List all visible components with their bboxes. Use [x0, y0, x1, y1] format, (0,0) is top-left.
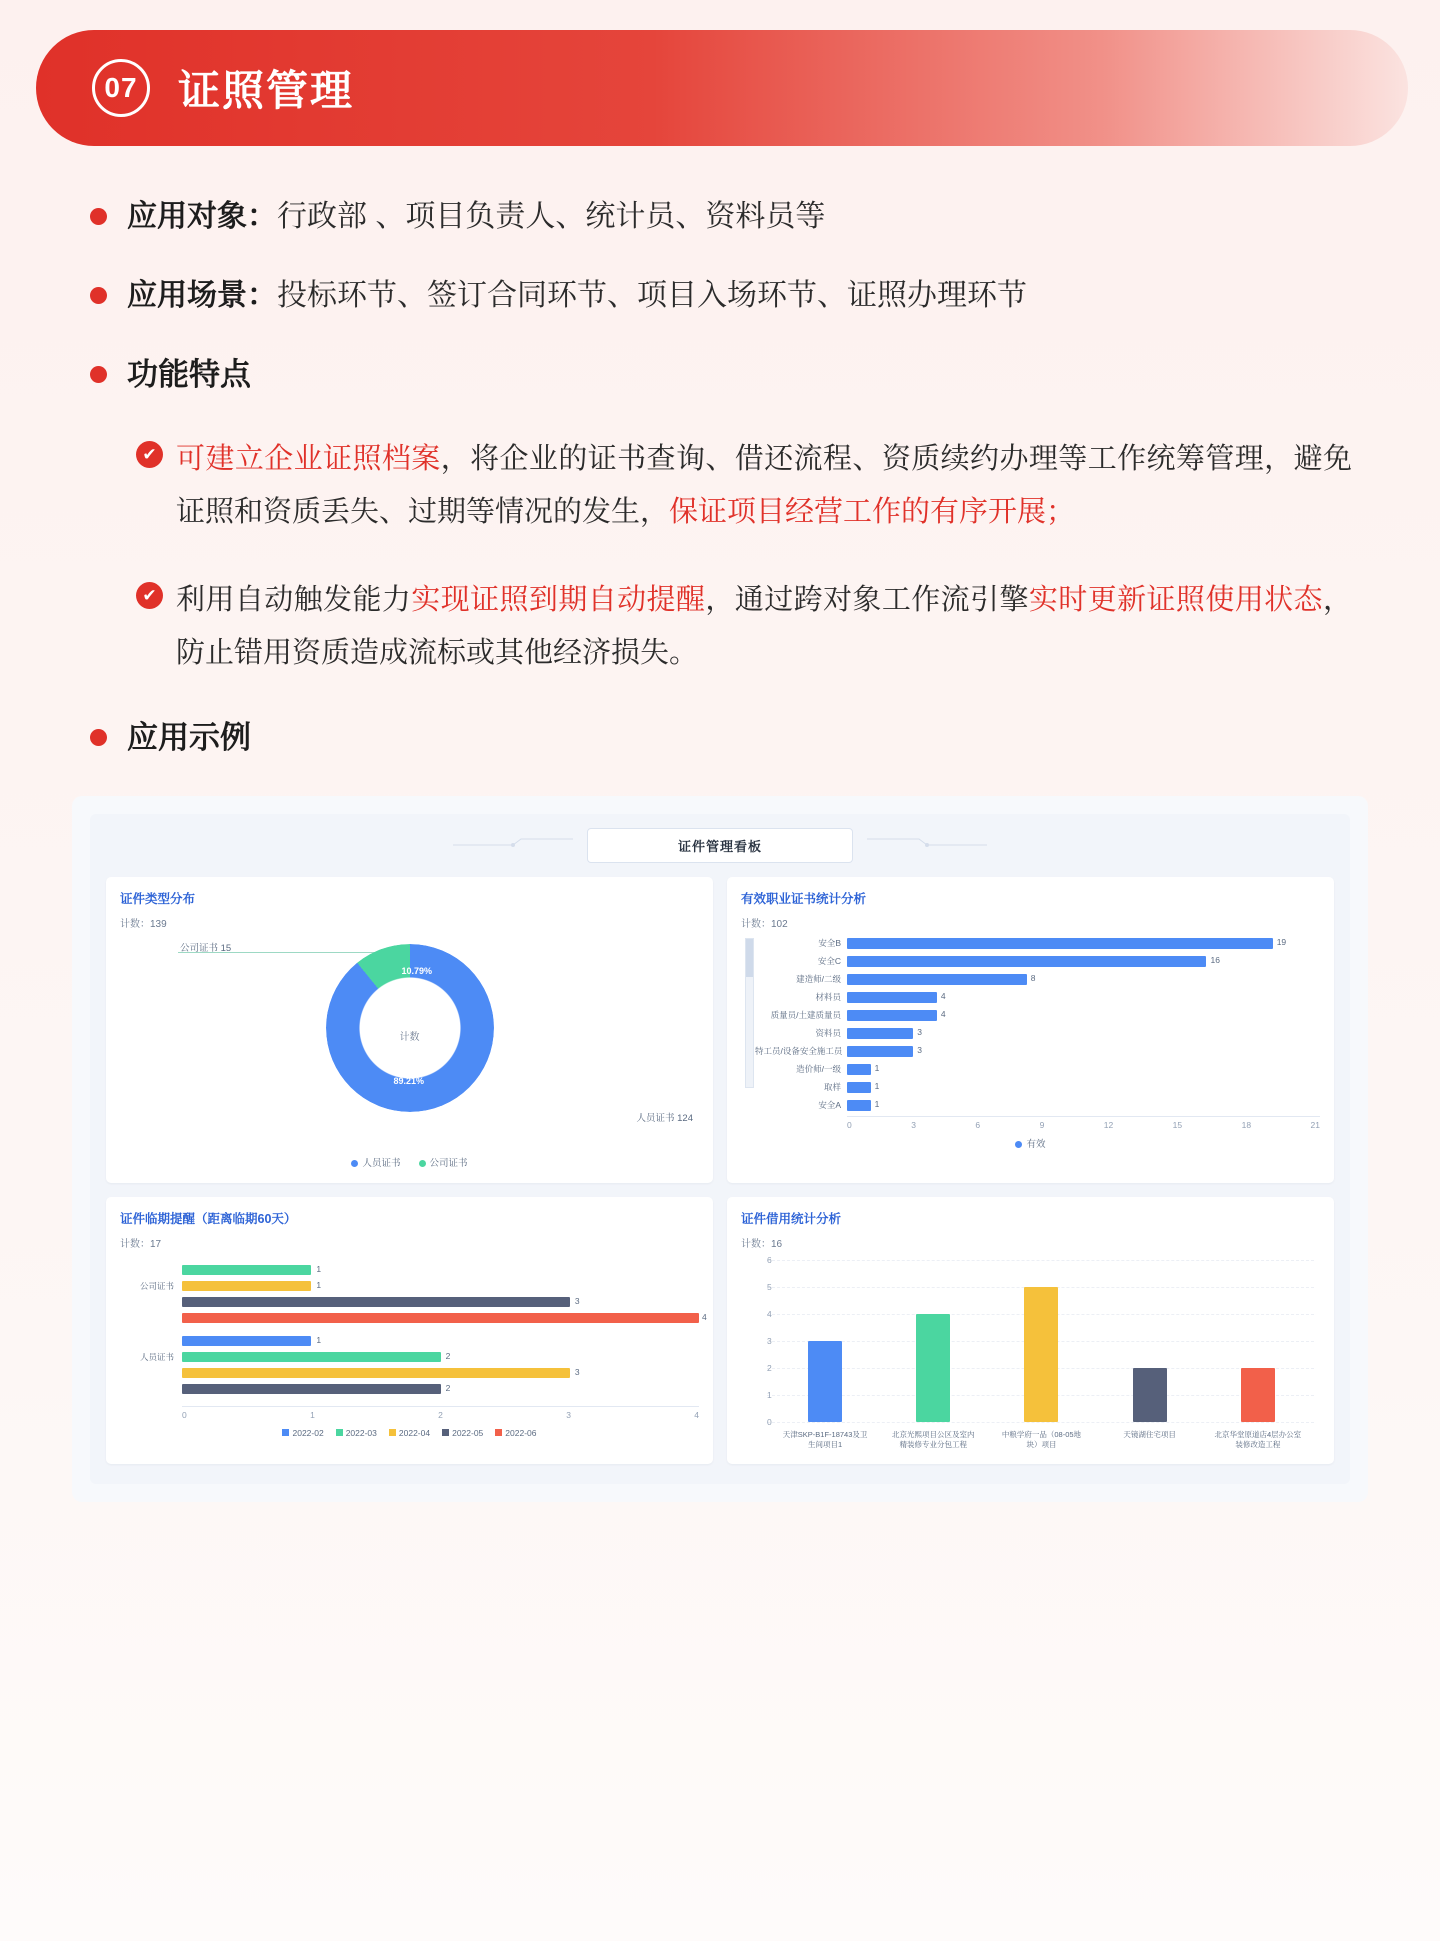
- bar-group-company: 1 公司证书 1 3 4: [139, 1264, 707, 1323]
- chart-scrollbar[interactable]: [745, 938, 754, 1088]
- donut-callout-bottom: 人员证书 124: [636, 1112, 693, 1124]
- expiring-chart: [120, 1254, 707, 1420]
- check-icon: ✔: [136, 582, 163, 609]
- panel-cert-type-distribution: [106, 877, 713, 1183]
- features-title: 功能特点: [127, 357, 251, 392]
- bullet-dot-icon: [90, 729, 107, 746]
- dashboard-header: [106, 828, 1334, 863]
- section-banner: [36, 30, 1408, 146]
- bar-row: 建造师/二级 8: [796, 972, 1036, 985]
- panel-count: 计数：16: [741, 1238, 783, 1250]
- bullet-value-2: 投标环节、签订合同环节、项目入场环节、证照办理环节: [277, 279, 1027, 312]
- feature-2-part-4: 实时更新证照使用状态: [1028, 583, 1323, 616]
- borrow-x-labels: [771, 1430, 1312, 1450]
- x-label: 北京光熙项目公区及室内精装修专业分包工程: [892, 1429, 975, 1449]
- chart-scrollbar-thumb[interactable]: [746, 939, 753, 977]
- bar: [808, 1341, 842, 1422]
- panel-count: 计数：102: [741, 918, 788, 930]
- valid-certs-legend: 有效: [741, 1136, 1320, 1150]
- panel-title: 证件借用统计分析: [741, 1211, 842, 1226]
- bar-row: 材料员 4: [815, 990, 946, 1003]
- x-label: 天镜湖住宅项目: [1123, 1429, 1176, 1439]
- donut-chart: [120, 934, 699, 1149]
- panel-title: 证件临期提醒（距离临期60天）: [120, 1211, 297, 1226]
- panel-count: 计数：17: [120, 1238, 162, 1250]
- feature-item-1: [36, 433, 1404, 540]
- x-label: 北京华堂原道店4层办公室装修改造工程: [1214, 1429, 1302, 1449]
- decoration-right-icon: [867, 837, 987, 853]
- section-number-badge: 07: [92, 59, 150, 117]
- feature-2-part-1: 利用自动触发能力: [176, 583, 412, 616]
- bar-row: 质量员/土建质量员 4: [770, 1008, 946, 1021]
- bar-row: 特工员/设备安全施工员 3: [755, 1044, 922, 1057]
- borrow-chart: 6 5 4 3 2 1 0: [741, 1254, 1320, 1426]
- expiring-legend: 2022-02 2022-03 2022-04 2022-05 2022-06: [120, 1428, 699, 1438]
- example-title: 应用示例: [127, 720, 251, 756]
- example-screenshot: [72, 796, 1368, 1502]
- bar-row: 安全C 16: [817, 954, 1220, 967]
- bar: [1024, 1287, 1058, 1422]
- panel-expiring-reminder: [106, 1197, 713, 1464]
- dashboard-grid: [106, 877, 1334, 1464]
- feature-item-2: [36, 574, 1404, 681]
- x-axis-ticks: 0 3 6 9 12 15 18 21: [847, 1116, 1320, 1130]
- bullet-dot-icon: [90, 287, 107, 304]
- legend-item-person: 人员证书: [351, 1155, 400, 1169]
- page-title: 证照管理: [178, 67, 355, 114]
- donut-legend: [120, 1155, 699, 1169]
- bullet-value-1: 行政部 、项目负责人、统计员、资料员等: [277, 200, 826, 233]
- bar: [1133, 1368, 1167, 1422]
- feature-1-part-1: 可建立企业证照档案: [176, 442, 441, 475]
- bar-row: 安全B 19: [818, 936, 1287, 949]
- donut-callout-top: 公司证书 15: [180, 942, 232, 954]
- content-card: [36, 30, 1404, 1502]
- bar-row: 造价师/一级 1: [796, 1062, 880, 1075]
- bar-group-person: 1 人员证书 2 3 2: [139, 1335, 580, 1394]
- panel-borrow-statistics: [727, 1197, 1334, 1464]
- feature-2-part-3: ，通过跨对象工作流引擎: [705, 583, 1029, 616]
- section-example-heading: [36, 715, 1404, 762]
- bar-row: 取样 1: [823, 1080, 880, 1093]
- decoration-left-icon: [453, 837, 573, 853]
- bullet-label-1: 应用对象：: [127, 200, 277, 233]
- panel-valid-certificates: [727, 877, 1334, 1183]
- feature-2-part-2: 实现证照到期自动提醒: [411, 583, 706, 616]
- feature-2-part-5: ，防止错用资质造成流标或其他经济损失。: [176, 583, 1352, 670]
- bullet-application-target: [36, 194, 1404, 239]
- donut-slice-label-large: 89.21%: [393, 1075, 425, 1086]
- dashboard: [90, 814, 1350, 1484]
- bar: [916, 1314, 950, 1422]
- panel-title: 证件类型分布: [120, 891, 196, 906]
- x-label: 中粮学府一品（08-05地块）项目: [1001, 1429, 1082, 1449]
- x-axis-ticks: 0 1 2 3 4: [182, 1406, 699, 1420]
- bar: [1241, 1368, 1275, 1422]
- bullet-application-scene: [36, 273, 1404, 318]
- donut-slice-label-small: 10.79%: [401, 965, 433, 976]
- feature-1-part-2: ，将企业的证书查询、借还流程、资质续约办理等工作统筹管理，避免证照和资质丢失、过期等情况的发生，: [176, 442, 1352, 529]
- dashboard-title: 证件管理看板: [587, 828, 853, 863]
- section-features-heading: [36, 352, 1404, 399]
- panel-count: 计数：139: [120, 918, 167, 930]
- bullet-dot-icon: [90, 208, 107, 225]
- valid-certs-chart: [741, 934, 1320, 1130]
- bullet-label-2: 应用场景：: [127, 279, 277, 312]
- panel-title: 有效职业证书统计分析: [741, 891, 867, 906]
- bar-row: 安全A 1: [818, 1098, 880, 1111]
- bar-row: 资料员 3: [815, 1026, 922, 1039]
- feature-1-part-3: 保证项目经营工作的有序开展；: [669, 496, 1076, 529]
- x-label: 天津SKP-B1F-18743及卫生间项目1: [782, 1429, 868, 1449]
- bullet-dot-icon: [90, 366, 107, 383]
- donut-center-label: 计数: [399, 1031, 420, 1043]
- check-icon: ✔: [136, 441, 163, 468]
- legend-item-company: 公司证书: [419, 1155, 468, 1169]
